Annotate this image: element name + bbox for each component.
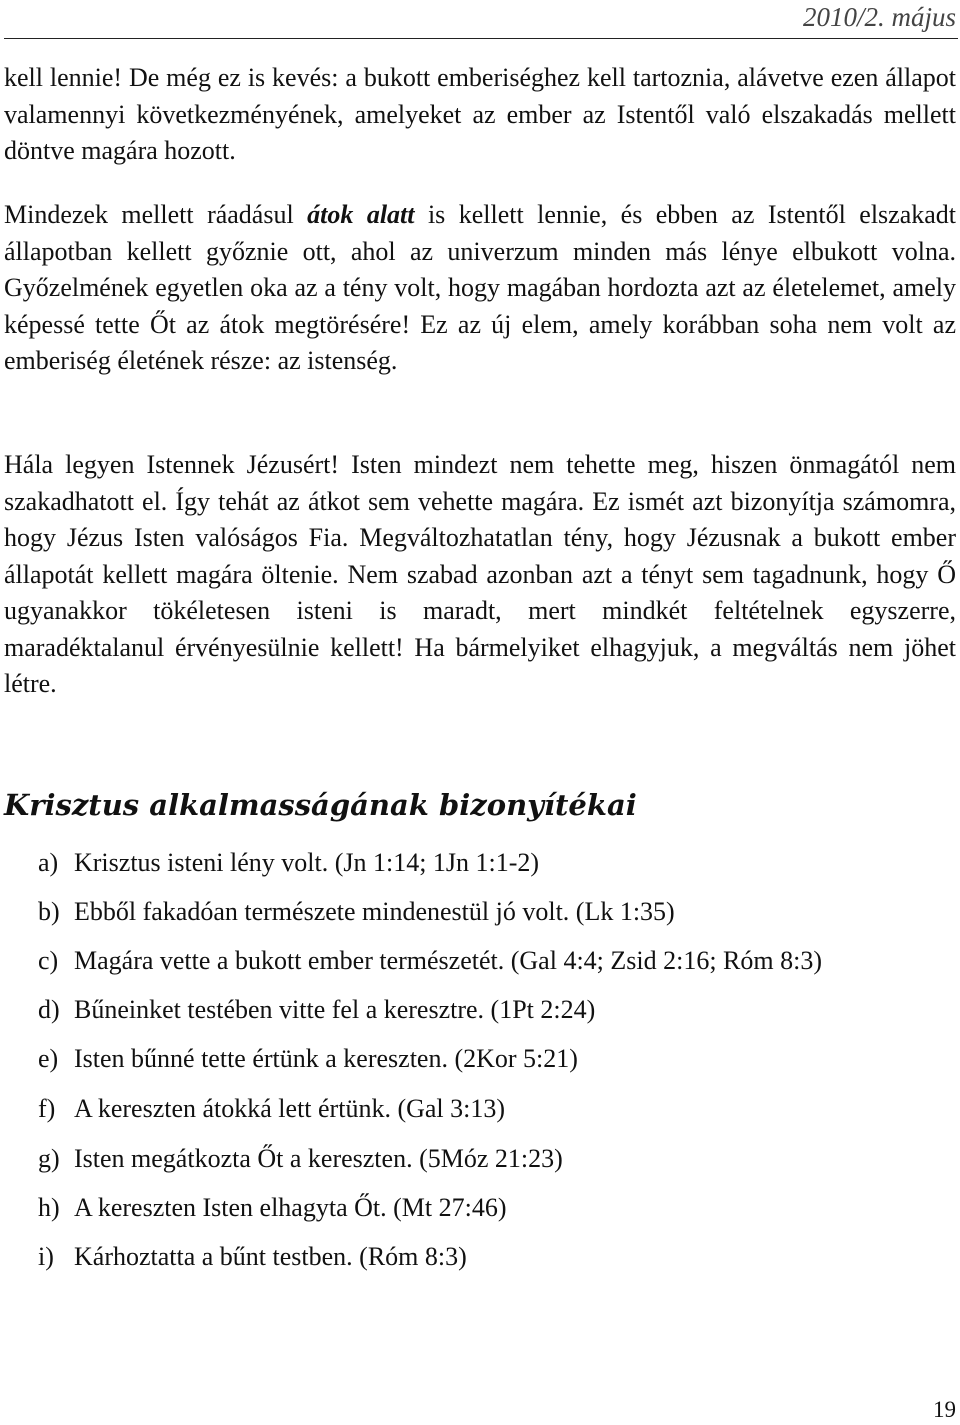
paragraph-1: kell lennie! De még ez is kevés: a bukott emberiséghez kell tartoznia, alávetve ezen állapot valamennyi következményének, amelyeket az ember az Istentől való elszakadás mellett döntve magára hozott. (4, 63, 956, 165)
emphasis-curse: átok alatt (307, 200, 415, 229)
list-item (38, 845, 958, 881)
list-item-text: A kereszten átokká lett értünk. (Gal 3:13) (74, 1094, 506, 1123)
list-item-marker: b) (38, 897, 60, 926)
list-item-marker: i) (38, 1242, 54, 1271)
list-item-text: Isten megátkozta Őt a kereszten. (5Móz 21:23) (74, 1144, 563, 1173)
list-item (38, 1141, 958, 1177)
list-item-marker: c) (38, 946, 59, 975)
list-item-text: Bűneinket testében vitte fel a keresztre. (1Pt 2:24) (74, 995, 596, 1024)
list-item-marker: e) (38, 1044, 59, 1073)
section-heading: Krisztus alkalmasságának bizonyítékai (4, 788, 637, 822)
list-item-text: Magára vette a bukott ember természetét. (Gal 4:4; Zsid 2:16; Róm 8:3) (74, 946, 823, 975)
list-item (38, 943, 958, 979)
list-item-marker: g) (38, 1144, 60, 1173)
paragraph-2 (4, 197, 956, 380)
paragraph-2-lead: Mindezek mellett ráadásul (4, 200, 308, 229)
list-item-marker: h) (38, 1193, 60, 1222)
list-item-marker: a) (38, 848, 59, 877)
list-item (38, 1239, 958, 1275)
list-item (38, 1190, 958, 1226)
list-item-text: Isten bűnné tette értünk a kereszten. (2Kor 5:21) (74, 1044, 578, 1073)
page-header (4, 0, 958, 39)
issue-date: 2010/2. május (802, 2, 956, 32)
list-item (38, 894, 958, 930)
paragraph-2-rest: is kellett lennie, és ebben az Istentől elszakadt állapotban kellett győznie ott, ahol az univerzum minden más lénye elbukott volna. Győzelmének egyetlen oka az a tény volt, hogy magában hordozta azt az életelemet, amely képessé tette Őt az átok megtörésére! Ez az új elem, amely korábban soha nem volt az emberiség életének része: az istenség. (4, 200, 956, 375)
list-item (38, 1091, 958, 1127)
evidence-list (38, 845, 958, 1275)
list-item-text: Ebből fakadóan természete mindenestül jó volt. (Lk 1:35) (74, 897, 675, 926)
list-item-text: A kereszten Isten elhagyta Őt. (Mt 27:46) (74, 1193, 507, 1222)
page-number: 19 (933, 1397, 956, 1422)
list-item-marker: d) (38, 995, 60, 1024)
paragraph-3: Hála legyen Istennek Jézusért! Isten mindezt nem tehette meg, hiszen önmagától nem szakadhatott el. Így tehát az átkot sem vehette magára. Ez ismét azt bizonyítja számomra, hogy Jézus Isten valóságos Fia. Megváltozhatatlan tény, hogy Jézusnak a bukott ember állapotát kellett magára öltenie. Nem szabad azonban azt a tényt sem tagadnunk, hogy Ő ugyanakkor tökéletesen isteni is maradt, mert mindkét feltételnek egyszerre, maradéktalanul érvényesülnie kellett! Ha bármelyiket elhagyjuk, a megváltás nem jöhet létre. (4, 450, 956, 698)
list-item (38, 992, 958, 1028)
list-item-marker: f) (38, 1094, 56, 1123)
list-item-text: Krisztus isteni lény volt. (Jn 1:14; 1Jn 1:1-2) (74, 848, 540, 877)
list-item (38, 1041, 958, 1077)
list-item-text: Kárhoztatta a bűnt testben. (Róm 8:3) (74, 1242, 467, 1271)
